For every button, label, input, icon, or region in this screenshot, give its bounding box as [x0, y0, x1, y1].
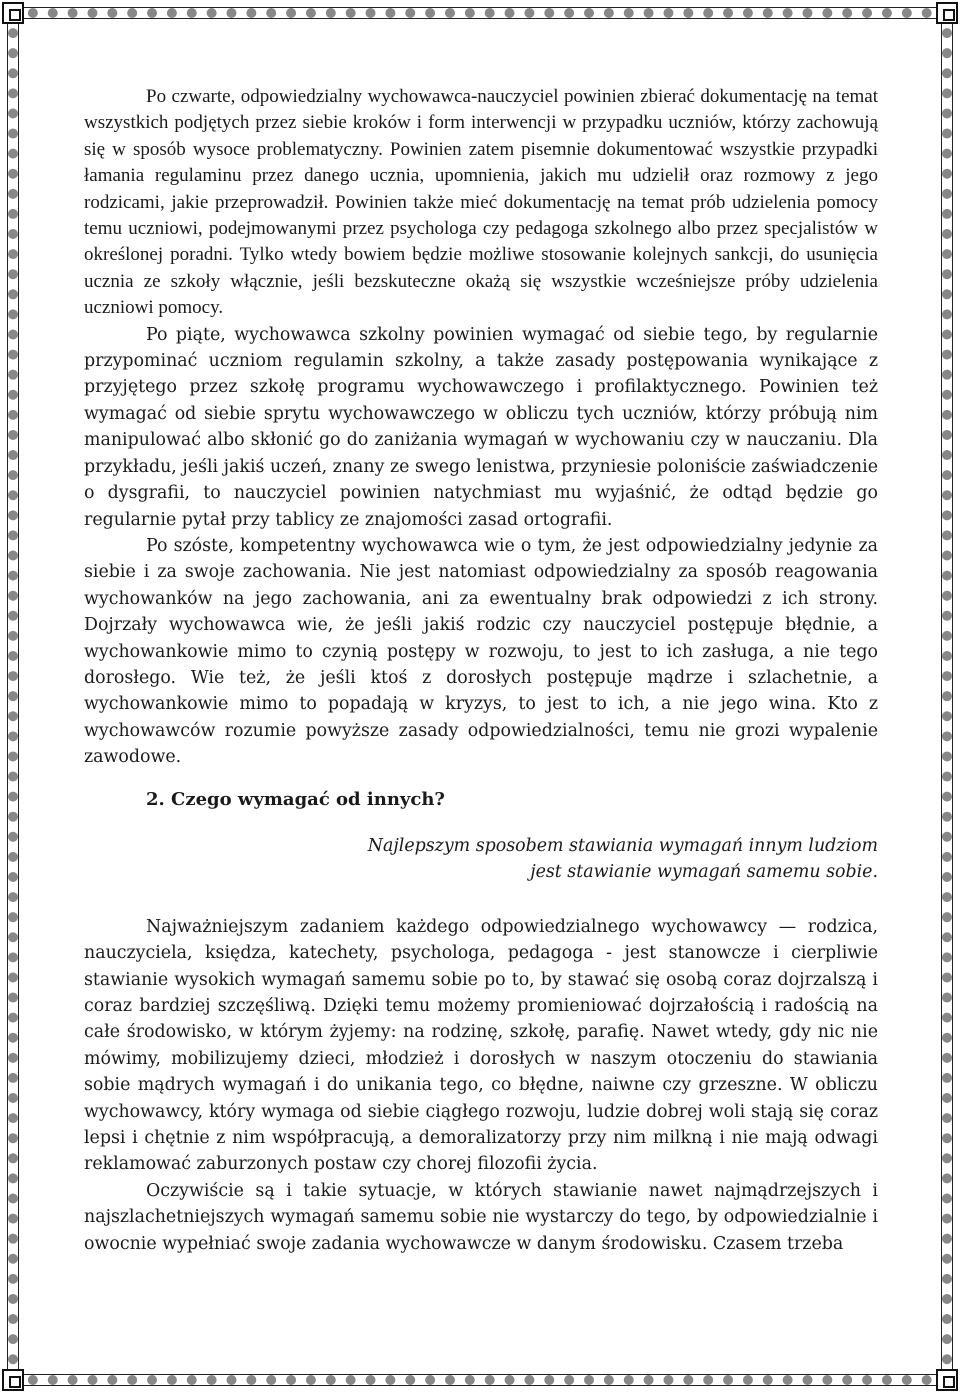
corner-ornament-icon [936, 2, 958, 24]
corner-ornament-icon [2, 1369, 24, 1391]
paragraph-fifth-point: Po piąte, wychowawca szkolny powinien wymagać od siebie tego, by regularnie przypominać uczniom regulamin szkolny, a także zasady postępowania wynikające z przyjętego przez szkołę programu wychowawczego i profilaktycznego. Powinien też wymagać od siebie sprytu wychowawczego w obliczu tych uczniów, którzy próbują nim manipulować albo skłonić go do zaniżania wymagań w wychowaniu czy w nauczaniu. Dla przykładu, jeśli jakiś uczeń, znany ze swego lenistwa, przyniesie poloniście zaświadczenie o dysgrafii, to nauczyciel powinien natychmiast mu wyjaśnić, że odtąd będzie go regularnie pytał przy tablicy ze znajomości zasad ortografii. [84, 324, 878, 530]
corner-ornament-icon [936, 1369, 958, 1391]
paragraph-fourth-point: Po czwarte, odpowiedzialny wychowawca-nauczyciel powinien zbierać dokumentację na temat wszystkich podjętych przez siebie kroków i form interwencji w przypadku uczniów, którzy zachowują się w sposób wysoce problematyczny. Powinien zatem pisemnie dokumentować wszystkie przypadki łamania regulaminu przez danego ucznia, upomnienia, jakich mu udzielił oraz rozmowy z jego rodzicami, jakie przeprowadził. Powinien także mieć dokumentację na temat prób udzielenia pomocy temu uczniowi, podejmowanymi przez psychologa czy pedagoga szkolnego albo przez specjalistów w określonej poradni. Tylko wtedy bowiem będzie możliwe stosowanie kolejnych sankcji, do usunięcia ucznia ze szkoły włącznie, jeśli bezskuteczne okażą się wszystkie wcześniejsze próby udzielenia uczniowi pomocy. [84, 86, 878, 319]
section-heading: 2. Czego wymagać od innych? [146, 788, 445, 810]
quote-line-2: jest stawianie wymagań samemu sobie. [530, 862, 878, 883]
epigraph-quote [84, 833, 878, 886]
corner-ornament-icon [2, 2, 24, 24]
quote-line-1: Najlepszym sposobem stawiania wymagań innym ludziom [367, 835, 878, 856]
paragraph-insufficient-situations: Oczywiście są i takie sytuacje, w których stawianie nawet najmądrzejszych i najszlachetniejszych wymagań samemu sobie nie wystarczy do tego, by odpowiedzialnie i owocnie wypełniać swoje zadania wychowawcze w danym środowisku. Czasem trzeba [84, 1180, 878, 1254]
paragraph-main-task: Najważniejszym zadaniem każdego odpowiedzialnego wychowawcy — rodzica, nauczyciela, księdza, katechety, psychologa, pedagoga - jest stanowcze i cierpliwie stawianie wysokich wymagań samemu sobie po to, by stawać się osobą coraz dojrzalszą i coraz bardziej szczęśliwą. Dzięki temu możemy promieniować dojrzałością i radością na całe środowisko, w którym żyjemy: na rodzinę, szkołę, parafię. Nawet wtedy, gdy nic nie mówimy, mobilizujemy dzieci, młodzież i dorosłych w naszym otoczeniu do stawiania sobie mądrych wymagań i do unikania tego, co błędne, naiwne czy grzeszne. W obliczu wychowawcy, który wymaga od siebie ciągłego rozwoju, ludzie dobrej woli stają się coraz lepsi i chętnie z nim współpracują, a demoralizatorzy przy nim milkną i nie mają odwagi reklamować zaburzonych postaw czy chorej filozofii życia. [84, 916, 878, 1175]
document-body [84, 84, 878, 1257]
paragraph-sixth-point: Po szóste, kompetentny wychowawca wie o tym, że jest odpowiedzialny jedynie za siebie i za swoje zachowania. Nie jest natomiast odpowiedzialny za sposób reagowania wychowanków na jego zachowania, ani za ewentualny brak odpowiedzi z ich strony. Dojrzały wychowawca wie, że jeśli jakiś rodzic czy nauczyciel postępuje błędnie, a wychowankowie mimo to czynią postępy w rozwoju, to jest to ich zasługa, a nie tego dorosłego. Wie też, że jeśli ktoś z dorosłych postępuje mądrze i szlachetnie, a wychowankowie mimo to popadają w kryzys, to jest to ich, a nie jego wina. Kto z wychowawców rozumie powyższe zasady odpowiedzialności, temu nie grozi wypalenie zawodowe. [84, 535, 878, 768]
